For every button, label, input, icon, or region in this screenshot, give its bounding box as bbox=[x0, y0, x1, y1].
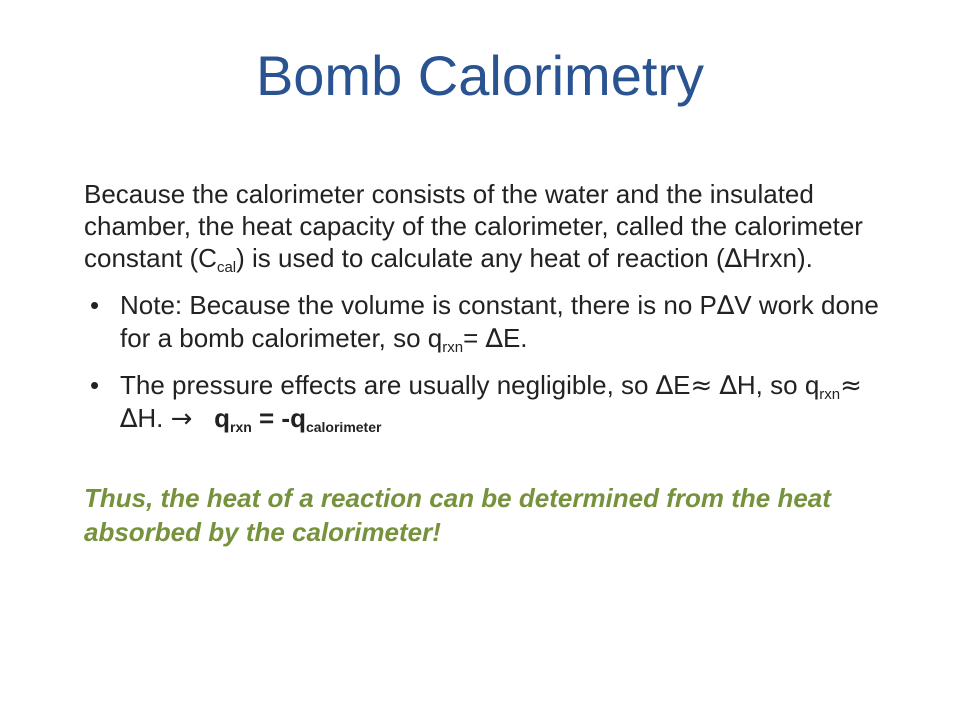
bullet2-space-1 bbox=[712, 370, 719, 400]
approx-symbol: ≈ bbox=[840, 371, 862, 401]
equation-calorimeter-subscript: calorimeter bbox=[305, 419, 382, 435]
bullet2-space-3 bbox=[192, 403, 214, 433]
cal-subscript: cal bbox=[216, 259, 237, 276]
intro-text-1: Because the calorimeter consists of the water and the insulated chamber, the heat capacity of the calorimeter, called the calorimeter constant (C bbox=[84, 179, 863, 273]
bullet2-text-3: H, so q bbox=[736, 370, 820, 400]
bullet1-text-1: Note: Because the volume is constant, there is no P bbox=[120, 290, 717, 320]
delta-symbol: ∆ bbox=[719, 371, 737, 401]
rxn-subscript: rxn bbox=[819, 386, 841, 403]
bullet1-text-3: = bbox=[463, 323, 486, 353]
bullet1-text-4: E. bbox=[502, 323, 528, 353]
delta-symbol: ∆ bbox=[120, 404, 138, 434]
bullet-item-volume-constant bbox=[84, 289, 884, 355]
equation-rxn-subscript: rxn bbox=[230, 419, 252, 435]
bullet2-text-1: The pressure effects are usually negligible, so bbox=[120, 370, 656, 400]
heat-equation bbox=[214, 403, 381, 433]
bullet-marker: • bbox=[90, 370, 100, 400]
bullet2-text-4: H. bbox=[137, 403, 171, 433]
conclusion-text: Thus, the heat of a reaction can be determined from the heat absorbed by the calorimeter! bbox=[84, 483, 831, 547]
bullet2-text-2: E bbox=[673, 370, 691, 400]
bullet-list bbox=[84, 289, 884, 435]
delta-symbol: ∆ bbox=[485, 324, 503, 354]
intro-paragraph bbox=[84, 178, 884, 275]
slide-title: Bomb Calorimetry bbox=[255, 44, 705, 107]
rxn-subscript: rxn bbox=[442, 339, 464, 356]
delta-symbol: ∆ bbox=[724, 244, 743, 274]
delta-symbol: ∆ bbox=[655, 371, 674, 401]
right-arrow-icon: → bbox=[170, 404, 193, 434]
slide-body bbox=[84, 178, 884, 549]
equation-middle: = -q bbox=[251, 403, 306, 433]
bullet1-text-2: V work done for a bomb calorimeter, so q bbox=[120, 290, 879, 353]
delta-symbol: ∆ bbox=[716, 291, 735, 321]
equation-q: q bbox=[214, 403, 230, 433]
approx-symbol: ≈ bbox=[690, 371, 713, 401]
bullet-item-pressure-effects bbox=[84, 369, 884, 435]
bullet-marker: • bbox=[90, 290, 100, 320]
intro-text-3: Hrxn). bbox=[742, 243, 813, 273]
intro-text-2: ) is used to calculate any heat of reaction ( bbox=[236, 243, 725, 273]
